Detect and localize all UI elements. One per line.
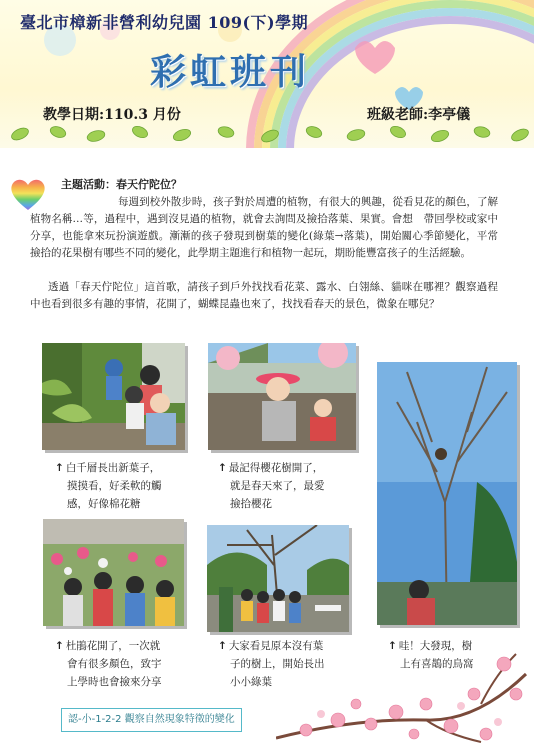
photo-cherry-blossom-child (208, 343, 356, 450)
caption-line: 會有很多顏色，致宇 (67, 658, 162, 670)
caption-line: 杜鵑花開了，一次就 (65, 640, 161, 652)
caption-line: 最記得櫻花樹開了， (228, 462, 324, 474)
caption-line: 上有喜鵲的鳥窩 (400, 658, 474, 670)
caption-line: 摸摸看，好柔軟的觸 (67, 480, 162, 492)
caption-new-leaves (55, 459, 190, 513)
caption-line: 撿拾櫻花 (230, 498, 272, 510)
topic-title: 主題活動：春天佇陀位？ (61, 178, 182, 191)
photo-azalea-flowers-children (43, 519, 184, 626)
class-teacher: 班級老師:李亭儀 (367, 107, 471, 123)
up-arrow-icon: ↑ (218, 640, 227, 652)
up-arrow-icon: ↑ (388, 640, 397, 652)
school-title: 臺北市樟新非營利幼兒園 109(下)學期 (20, 13, 309, 32)
caption-cherry-blossom (218, 459, 353, 513)
caption-line: 上學時也會撿來分享 (67, 676, 162, 688)
topic-paragraph-1: 每週到校外散步時，孩子對於周遭的植物，有很大的興趣，從看見花的顏色，了解植物名稱…等，過程中，遇到沒見過的植物，就會去詢問及撿拾落葉、果實。會想 帶回學校或家中分享，也能拿來玩扮演遊戲。漸漸的孩子發現到樹葉的變化(綠葉→落葉)，開始關心季節變化，平常撿拾的花果樹有哪些不同的變化，此學期主題進行和植物一起玩，期盼能豐富孩子的生活經驗。 (30, 196, 498, 259)
caption-line: 小小綠葉 (230, 676, 272, 688)
caption-line: 就是春天來了，最愛 (230, 480, 325, 492)
caption-line: 大家看見原本沒有葉 (228, 640, 324, 652)
topic-paragraph-2: 透過「春天佇陀位」這首歌，請孩子到戶外找找看花菜、露水、白翎絲、貓咪在哪裡？觀察過程中也看到很多有趣的事情，花開了，蝴蝶昆蟲也來了，找找看春天的景色，微象在哪兒？ (30, 281, 498, 310)
header-banner (0, 0, 534, 148)
up-arrow-icon: ↑ (55, 640, 64, 652)
cherry-blossom-branch-decoration (276, 634, 534, 750)
caption-line: 感，好像棉花糖 (67, 498, 141, 510)
caption-line: 哇！大發現，樹 (398, 640, 473, 652)
teaching-date: 教學日期:110.3 月份 (43, 107, 181, 123)
caption-line: 白千層長出新葉子， (65, 462, 161, 474)
photo-children-touching-leaves (42, 343, 185, 450)
masthead-title: 彩虹班刊 (150, 52, 311, 93)
photo-tree-magpie-nest (377, 362, 517, 625)
photo-tree-new-leaves (207, 525, 349, 632)
up-arrow-icon: ↑ (55, 462, 64, 474)
caption-line: 子的樹上，開始長出 (230, 658, 325, 670)
learning-indicator-box: 認-小-1-2-2 觀察自然現象特徵的變化 (61, 708, 242, 732)
up-arrow-icon: ↑ (218, 462, 227, 474)
leaf-border-decoration (0, 122, 534, 148)
caption-azalea (55, 637, 190, 691)
